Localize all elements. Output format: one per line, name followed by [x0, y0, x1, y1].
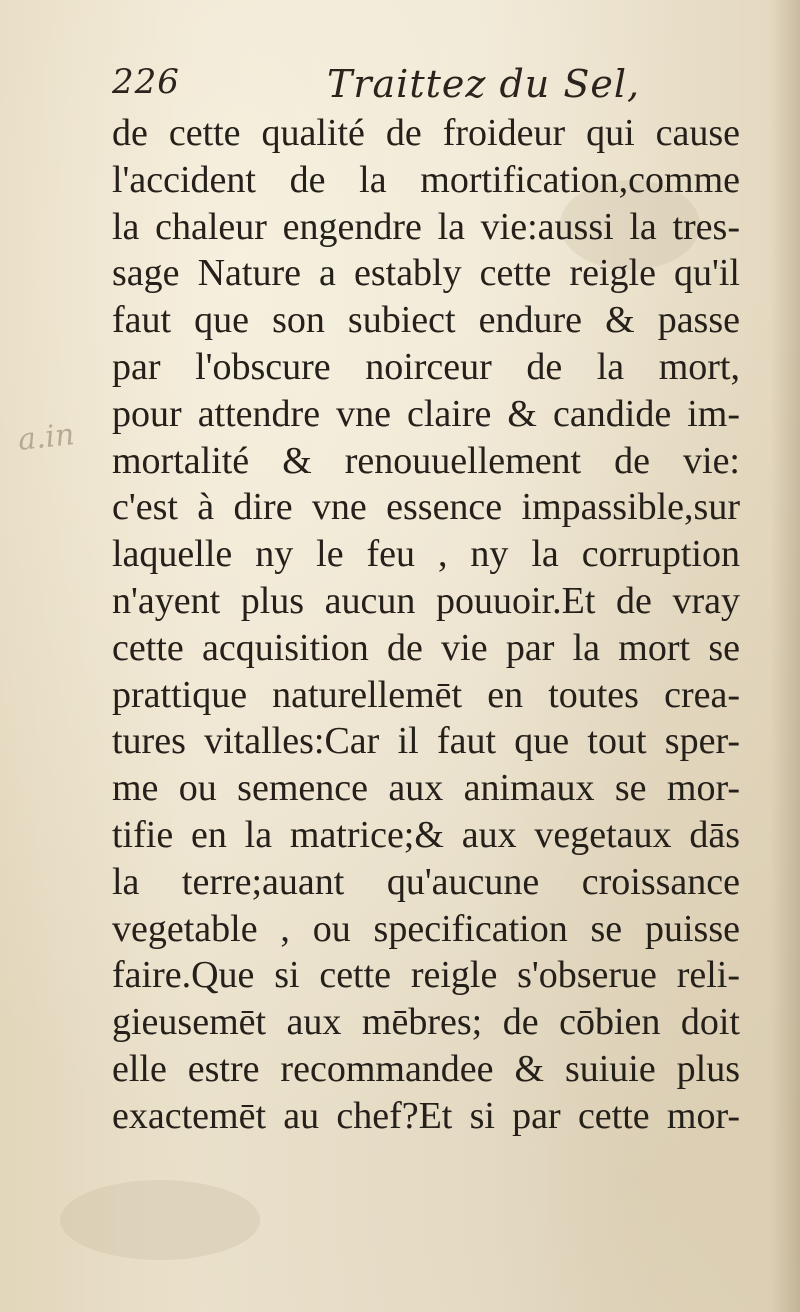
text-line: tifie en la matrice;& aux vegetaux dās [112, 813, 740, 856]
page-gutter-shadow [770, 0, 800, 1312]
page-header [112, 62, 732, 112]
page-number: 226 [112, 62, 180, 102]
text-line: tures vitalles:Car il faut que tout sper- [112, 720, 740, 763]
text-line: elle estre recommandee & suiuie plus [112, 1047, 740, 1090]
text-line: gieusemēt aux mēbres; de cōbien doit [112, 1001, 740, 1044]
text-line: cette acquisition de vie par la mort se [112, 626, 740, 669]
text-line: n'ayent plus aucun pouuoir.Et de vray [112, 579, 740, 622]
text-line: mortalité & renouuellement de vie: [112, 439, 740, 482]
text-line: la chaleur engendre la vie:aussi la tres- [112, 205, 740, 248]
text-line: de cette qualité de froideur qui cause [112, 112, 740, 154]
text-line: exactemēt au chef?Et si par cette mor- [112, 1094, 740, 1137]
text-line: la terre;auant qu'aucune croissance [112, 860, 740, 903]
text-line: par l'obscure noirceur de la mort, [112, 345, 740, 388]
body-text [112, 110, 740, 1140]
text-line: faut que son subiect endure & passe [112, 299, 740, 342]
running-title: Traittez du Sel, [327, 62, 641, 106]
text-line: me ou semence aux animaux se mor- [112, 767, 740, 810]
text-line: l'accident de la mortification,comme [112, 158, 740, 201]
text-line: pour attendre vne claire & candide im- [112, 392, 740, 435]
text-line: laquelle ny le feu , ny la corruption [112, 533, 740, 576]
text-line: vegetable , ou specification se puisse [112, 907, 740, 950]
text-line: sage Nature a estably cette reigle qu'il [112, 252, 740, 295]
margin-annotation: a.in [16, 417, 77, 458]
text-line: faire.Que si cette reigle s'obserue reli- [112, 954, 740, 997]
text-line: c'est à dire vne essence impassible,sur [112, 486, 740, 529]
paper-stain [60, 1180, 260, 1260]
text-line: prattique naturellemēt en toutes crea- [112, 673, 740, 716]
